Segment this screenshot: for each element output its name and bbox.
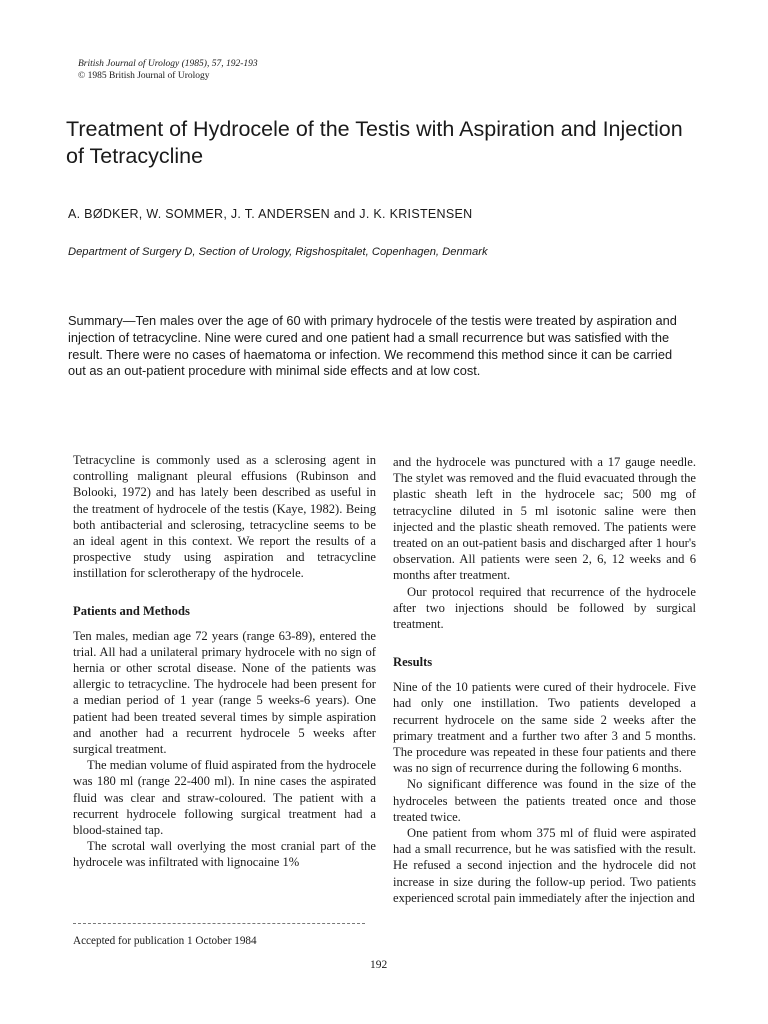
left-column [73, 452, 376, 871]
results-paragraph-1: Nine of the 10 patients were cured of their hydrocele. Five had only one instillation. Two patients developed a recurrent hydrocele on the same side 2 weeks after the primary treatment and a further two after 3 and 5 months. The procedure was repeated in these four patients and there was no sign of recurrence during the following 6 months. [393, 680, 696, 776]
page-number: 192 [370, 959, 388, 971]
journal-header [78, 58, 258, 82]
footnote-accepted: Accepted for publication 1 October 1984 [73, 935, 257, 947]
results-heading: Results [393, 655, 433, 670]
results-paragraph-2: No significant difference was found in the size of the hydroceles between the patients treated once and those treated twice. [393, 777, 696, 824]
article-title: Treatment of Hydrocele of the Testis with Aspiration and Injection of Tetracycline [66, 117, 683, 168]
methods-heading: Patients and Methods [73, 603, 190, 618]
protocol-paragraph: Our protocol required that recurrence of the hydrocele after two injections should be followed by surgical treatment. [393, 584, 696, 632]
journal-citation: British Journal of Urology (1985), 57, 192-193 [78, 59, 258, 69]
author-affiliation: Department of Surgery D, Section of Urology, Rigshospitalet, Copenhagen, Denmark [68, 246, 488, 258]
methods-paragraph-3: The scrotal wall overlying the most cranial part of the hydrocele was infiltrated with lignocaine 1% [73, 839, 376, 870]
article-authors: A. BØDKER, W. SOMMER, J. T. ANDERSEN and J. K. KRISTENSEN [68, 207, 473, 221]
methods-continuation: and the hydrocele was punctured with a 17 gauge needle. The stylet was removed and the fluid evacuated through the plastic sheath left in the hydrocele sac; 500 mg of tetracycline diluted in 5 ml isotonic saline were then injected and the plastic sheath removed. The patients were treated on an out-patient basis and discharged after 1 hour's observation. All patients were seen 2, 6, 12 weeks and 6 months after treatment. [393, 455, 696, 583]
results-paragraph-3: One patient from whom 375 ml of fluid were aspirated had a small recurrence, but he was satisfied with the result. He refused a second injection and the hydrocele did not increase in size during the follow-up period. Two patients experienced scrotal pain immediately after the injection and [393, 826, 696, 905]
methods-paragraph-2: The median volume of fluid aspirated from the hydrocele was 180 ml (range 22-400 ml). In nine cases the aspirated fluid was clear and straw-coloured. The patient with a recurrent hydrocele following surgical treatment had a blood-stained tap. [73, 758, 376, 838]
right-column [393, 454, 696, 906]
methods-paragraph-1: Ten males, median age 72 years (range 63-89), entered the trial. All had a unilateral primary hydrocele with no sign of hernia or other scrotal disease. None of the patients was allergic to tetracycline. The hydrocele had been present for a median period of 1 year (range 5 weeks-6 years). One patient had been treated several times by simple aspiration and another had a recurrent hydrocele 5 weeks after surgical treatment. [73, 628, 376, 757]
journal-copyright: © 1985 British Journal of Urology [78, 71, 210, 81]
footnote-divider [73, 923, 365, 924]
intro-paragraph: Tetracycline is commonly used as a sclerosing agent in controlling malignant pleural effusions (Rubinson and Bolooki, 1972) and has lately been described as useful in the treatment of hydrocele of the testis (Kaye, 1982). Being both antibacterial and sclerosing, tetracycline seems to be an ideal agent in this context. We report the results of a prospective study using aspiration and tetracycline instillation for sclerotherapy of the hydrocele. [73, 453, 376, 581]
article-summary: Summary—Ten males over the age of 60 with primary hydrocele of the testis were treated by aspiration and injection of tetracycline. Nine were cured and one patient had a small recurrence but was satisfied with the result. There were no cases of haematoma or infection. We recommend this method since it can be carried out as an out-patient procedure with minimal side effects and at low cost. [68, 313, 677, 379]
